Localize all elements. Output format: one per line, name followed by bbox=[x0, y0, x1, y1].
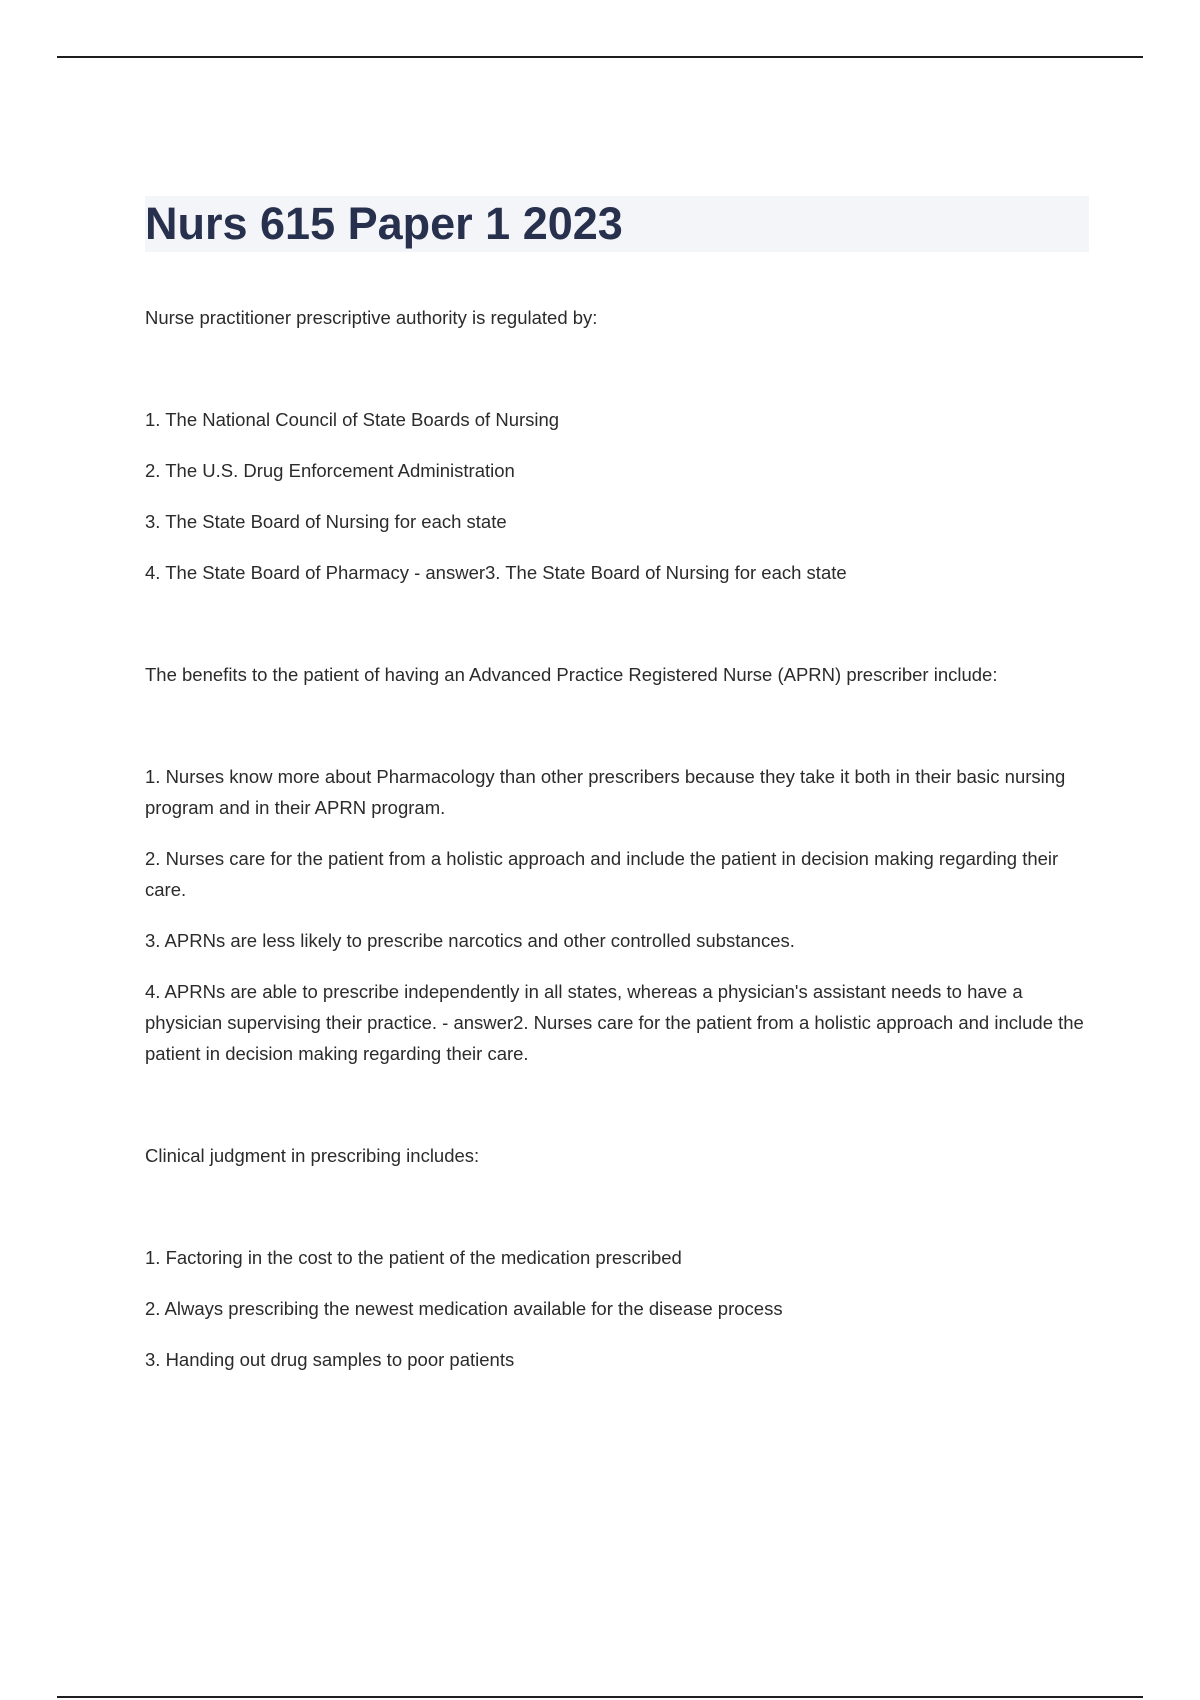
question-1 bbox=[145, 302, 1089, 588]
answer-option: 4. The State Board of Pharmacy - answer3. The State Board of Nursing for each state bbox=[145, 562, 847, 583]
answer-option: 1. Factoring in the cost to the patient of the medication prescribed bbox=[145, 1247, 682, 1268]
question-3 bbox=[145, 1140, 1089, 1375]
document-title: Nurs 615 Paper 1 2023 bbox=[145, 198, 623, 249]
top-rule bbox=[57, 56, 1143, 58]
answer-option: 3. Handing out drug samples to poor patients bbox=[145, 1349, 515, 1370]
document-body bbox=[145, 196, 1089, 1395]
answer-option: 2. Nurses care for the patient from a holistic approach and include the patient in decision making regarding their care. bbox=[145, 848, 1059, 900]
question-prompt: The benefits to the patient of having an Advanced Practice Registered Nurse (APRN) prescriber include: bbox=[145, 664, 998, 685]
answer-option: 2. Always prescribing the newest medication available for the disease process bbox=[145, 1298, 783, 1319]
bottom-rule bbox=[57, 1696, 1143, 1698]
title-banner bbox=[145, 196, 1089, 252]
answer-option: 3. APRNs are less likely to prescribe narcotics and other controlled substances. bbox=[145, 930, 795, 951]
answer-option: 1. The National Council of State Boards of Nursing bbox=[145, 409, 560, 430]
question-prompt: Nurse practitioner prescriptive authority is regulated by: bbox=[145, 307, 598, 328]
answer-option: 3. The State Board of Nursing for each state bbox=[145, 511, 507, 532]
answer-option: 1. Nurses know more about Pharmacology than other prescribers because they take it both in their basic nursing program and in their APRN program. bbox=[145, 766, 1066, 818]
question-2 bbox=[145, 659, 1089, 1069]
question-prompt: Clinical judgment in prescribing includes: bbox=[145, 1145, 480, 1166]
answer-option: 2. The U.S. Drug Enforcement Administration bbox=[145, 460, 515, 481]
answer-option: 4. APRNs are able to prescribe independently in all states, whereas a physician's assistant needs to have a physician supervising their practice. - answer2. Nurses care for the patient from a holistic approach and include the patient in decision making regarding their care. bbox=[145, 981, 1084, 1064]
